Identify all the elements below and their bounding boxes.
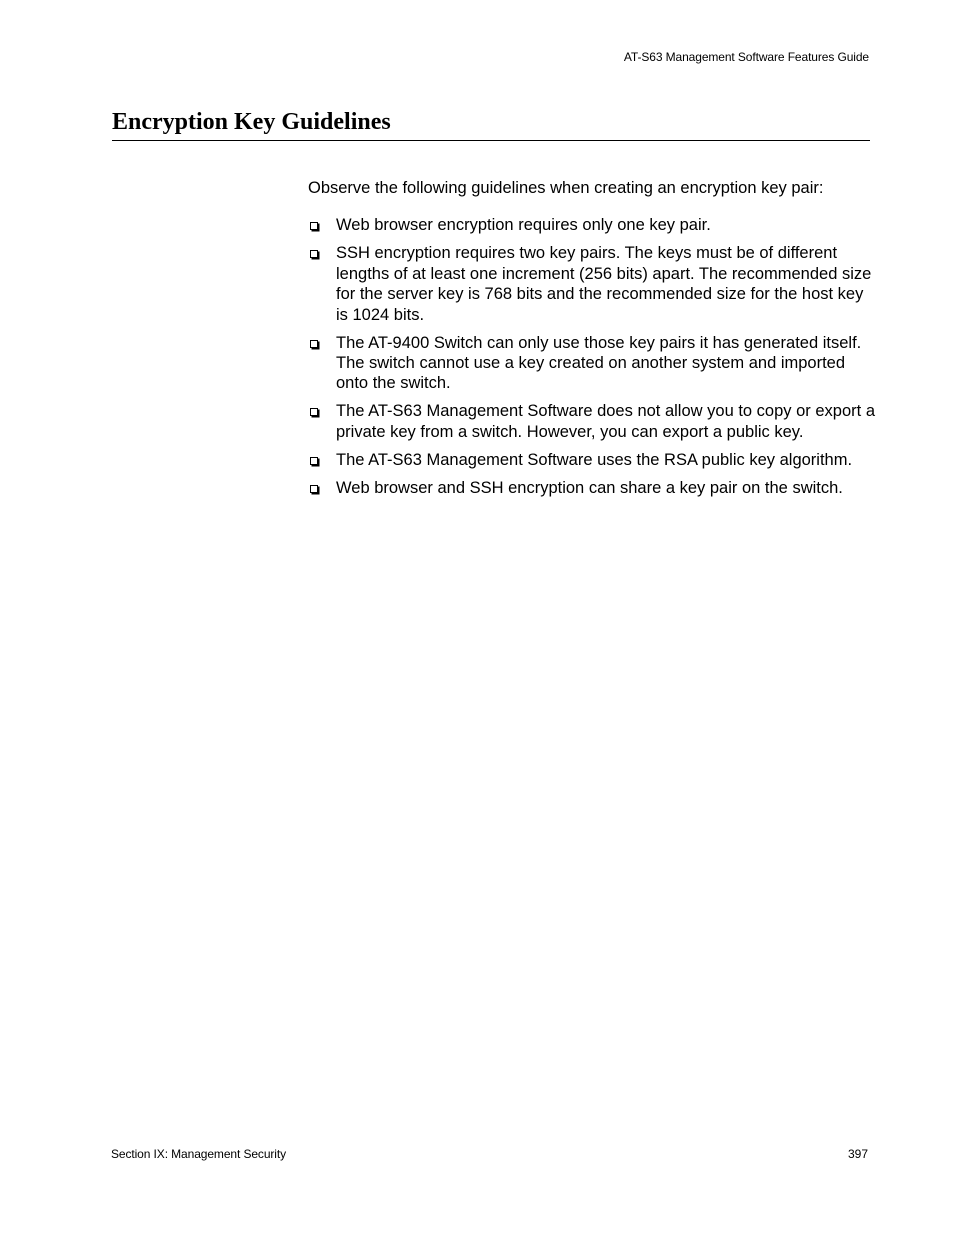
list-item-text: The AT-S63 Management Software uses the RSA public key algorithm.: [336, 450, 853, 469]
list-item: [308, 243, 878, 325]
list-item-text: Web browser and SSH encryption can share a key pair on the switch.: [336, 478, 843, 497]
square-bullet-icon: [310, 222, 318, 230]
list-item-text: SSH encryption requires two key pairs. The keys must be of different lengths of at least one increment (256 bits) apart. The recommended size for the server key is 768 bits and the recommended size for the host key is 1024 bits.: [336, 244, 872, 324]
list-item: [308, 401, 878, 442]
square-bullet-icon: [310, 457, 318, 465]
title-divider: [112, 140, 870, 141]
list-item-text: Web browser encryption requires only one key pair.: [336, 216, 711, 235]
body-content: [308, 178, 878, 506]
running-header: AT-S63 Management Software Features Guide: [623, 50, 869, 64]
square-bullet-icon: [310, 485, 318, 493]
page-number: 397: [847, 1147, 868, 1161]
footer-section-name: Section IX: Management Security: [111, 1147, 286, 1161]
list-item-text: The AT-9400 Switch can only use those key pairs it has generated itself. The switch cannot use a key created on another system and imported onto the switch.: [336, 333, 862, 393]
list-item: [308, 333, 878, 394]
list-item: [308, 478, 878, 498]
guideline-list: [308, 215, 878, 498]
square-bullet-icon: [310, 340, 318, 348]
intro-paragraph: Observe the following guidelines when creating an encryption key pair:: [308, 179, 824, 197]
square-bullet-icon: [310, 250, 318, 258]
list-item: [308, 215, 878, 235]
list-item: [308, 450, 878, 470]
section-title: Encryption Key Guidelines: [112, 109, 391, 135]
square-bullet-icon: [310, 408, 318, 416]
list-item-text: The AT-S63 Management Software does not allow you to copy or export a private key from a switch. However, you can export a public key.: [336, 402, 875, 441]
